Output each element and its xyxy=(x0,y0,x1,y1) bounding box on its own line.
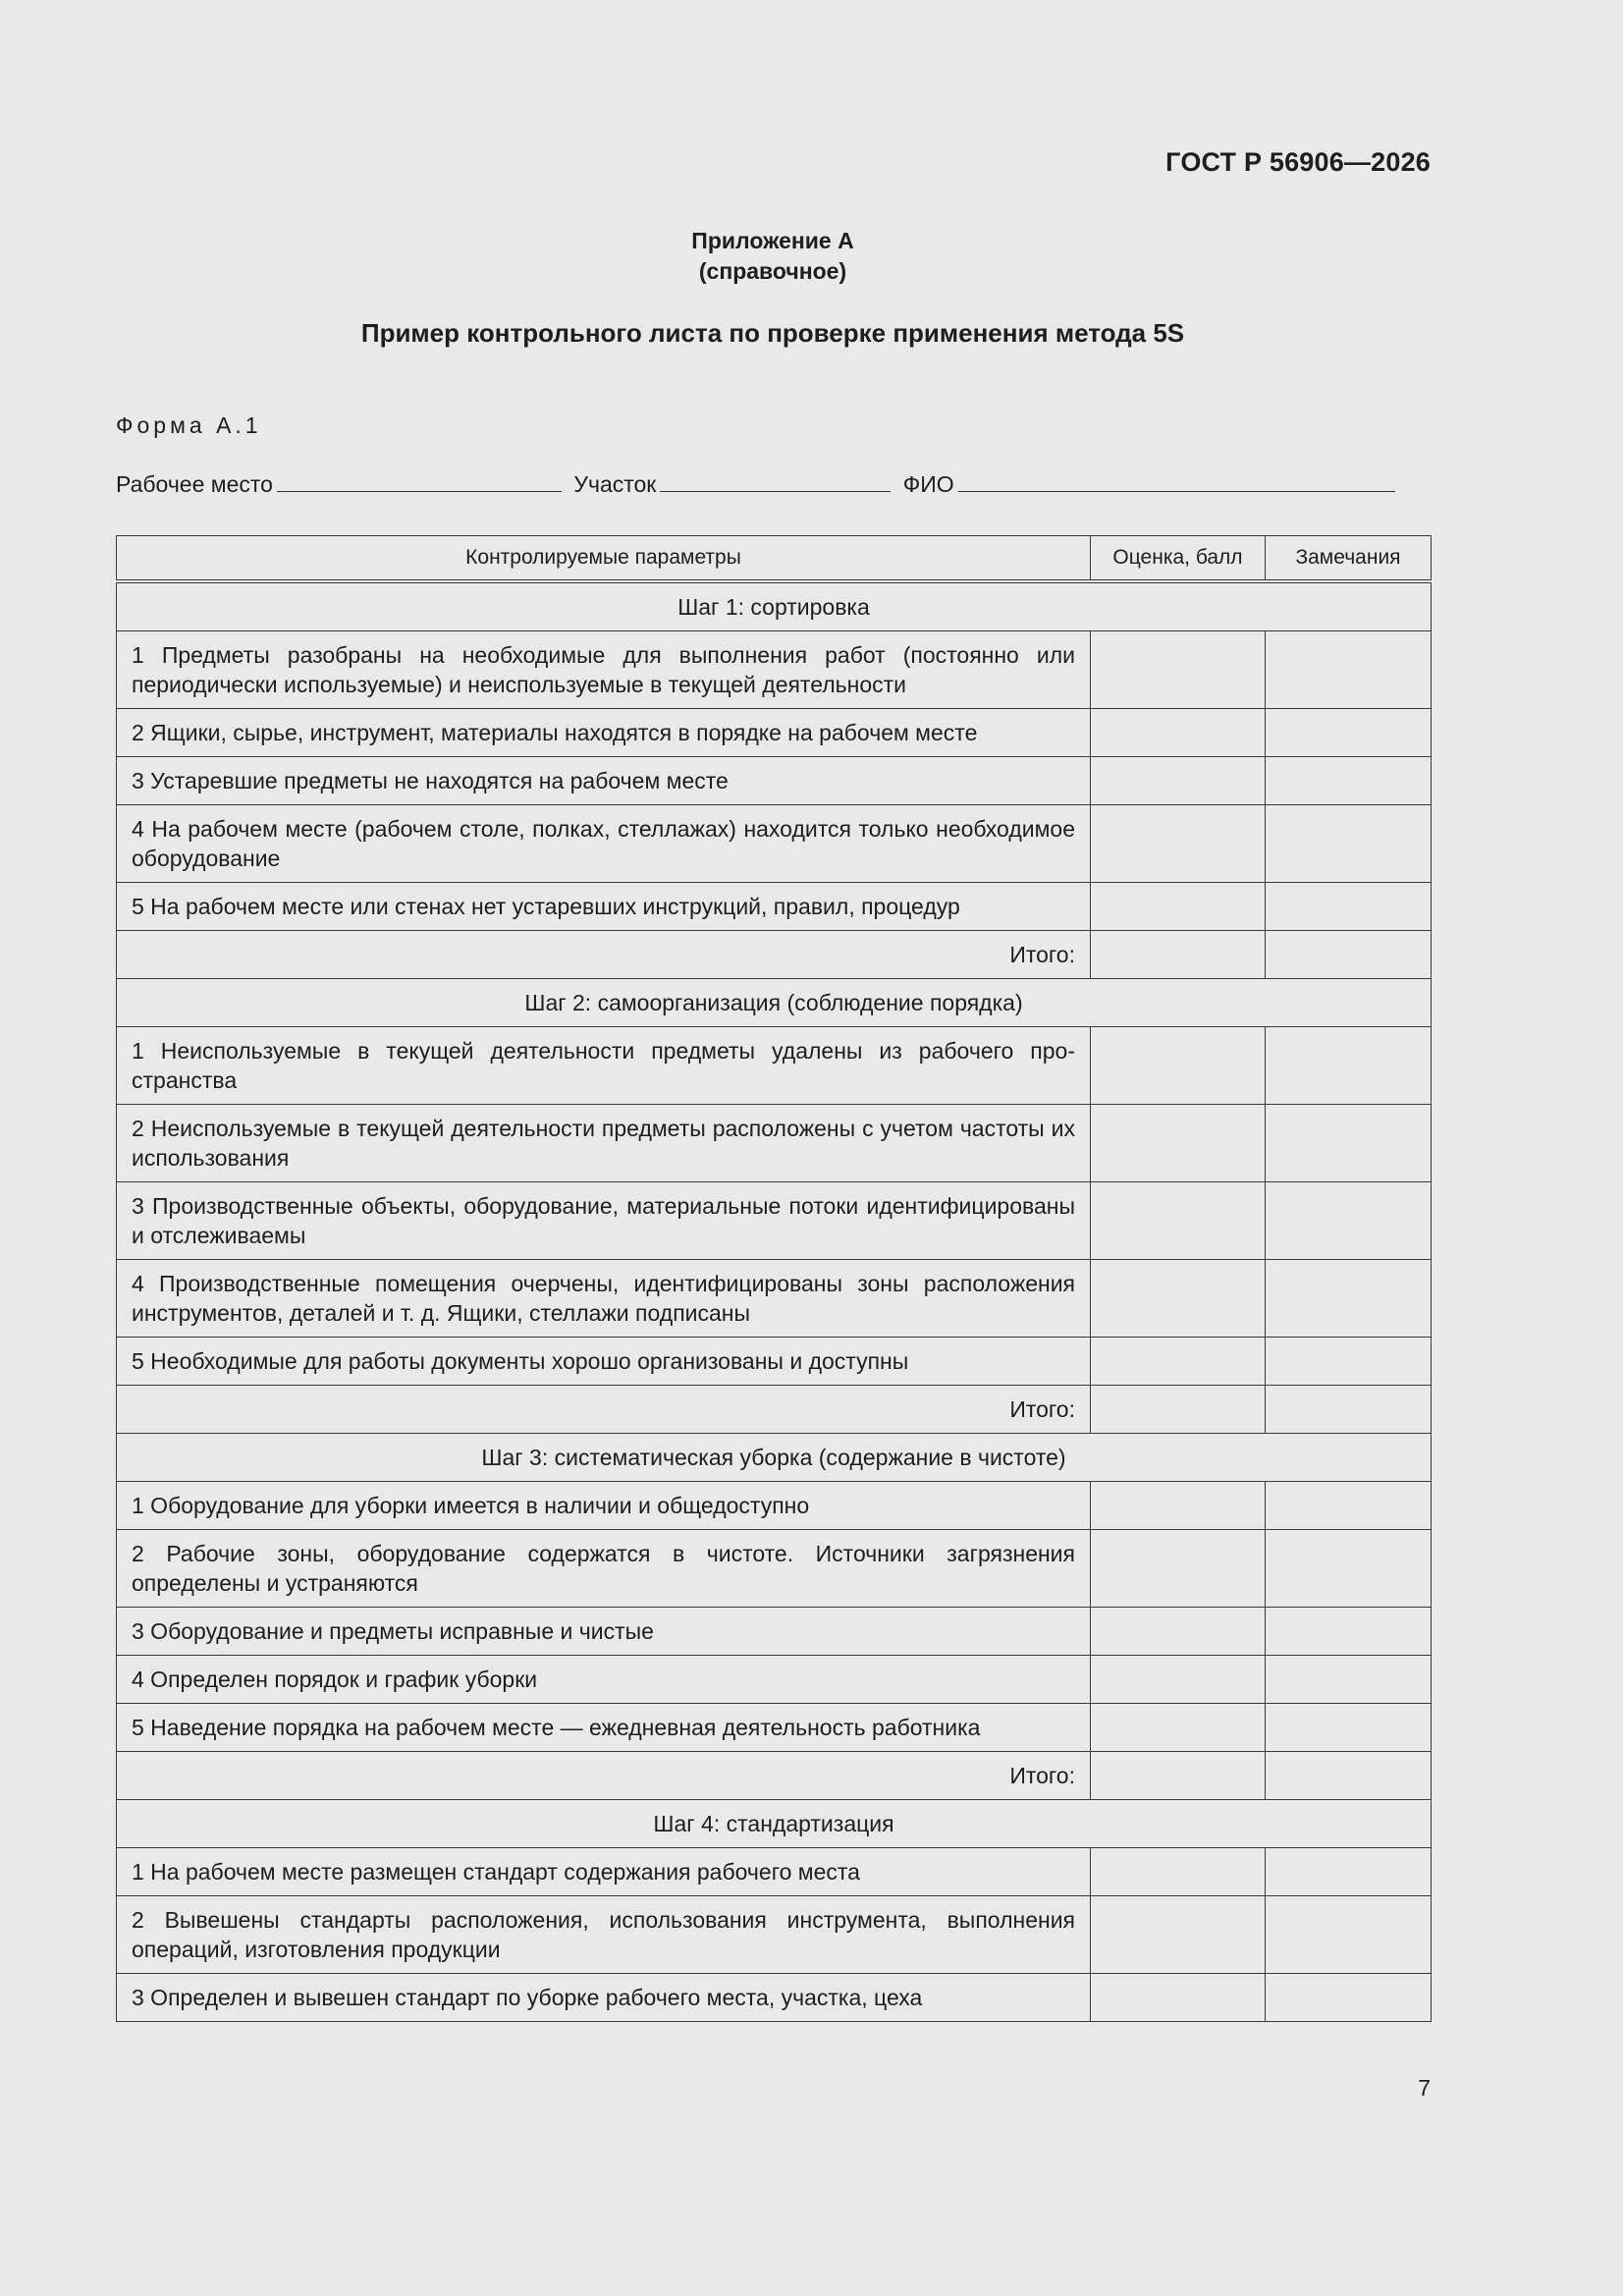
total-row xyxy=(117,1752,1432,1800)
score-cell[interactable] xyxy=(1091,1338,1266,1386)
table-row xyxy=(117,1704,1432,1752)
table-row xyxy=(117,631,1432,709)
score-cell[interactable] xyxy=(1091,1260,1266,1338)
step-row xyxy=(117,979,1432,1027)
remarks-cell[interactable] xyxy=(1266,1182,1432,1260)
criterion-cell: 1 Неиспользуемые в текущей деятельности предметы удалены из рабочего пространства xyxy=(117,1027,1091,1105)
remarks-cell[interactable] xyxy=(1266,709,1432,757)
score-cell[interactable] xyxy=(1091,1530,1266,1608)
column-header-score: Оценка, балл xyxy=(1091,536,1266,582)
total-score-cell[interactable] xyxy=(1091,931,1266,979)
remarks-cell[interactable] xyxy=(1266,1105,1432,1182)
score-cell[interactable] xyxy=(1091,1974,1266,2022)
table-row xyxy=(117,883,1432,931)
step-title: Шаг 4: стандартизация xyxy=(117,1800,1432,1848)
remarks-cell[interactable] xyxy=(1266,883,1432,931)
criterion-cell: 1 Оборудование для уборки имеется в наличии и общедоступно xyxy=(117,1482,1091,1530)
checklist-table xyxy=(116,535,1432,2022)
criterion-cell: 2 Ящики, сырье, инструмент, материалы находятся в порядке на рабочем месте xyxy=(117,709,1091,757)
criterion-cell: 2 Вывешены стандарты расположения, использования инструмента, выполнения операций, изготовления продукции xyxy=(117,1896,1091,1974)
table-row xyxy=(117,757,1432,805)
score-cell[interactable] xyxy=(1091,1482,1266,1530)
criterion-cell: 4 Определен порядок и график уборки xyxy=(117,1656,1091,1704)
table-row xyxy=(117,1974,1432,2022)
score-cell[interactable] xyxy=(1091,805,1266,883)
criterion-cell: 2 Неиспользуемые в текущей деятельности предметы расположены с учетом частоты их использования xyxy=(117,1105,1091,1182)
remarks-cell[interactable] xyxy=(1266,1974,1432,2022)
name-blank[interactable] xyxy=(958,469,1395,492)
form-header-fields xyxy=(116,469,1432,498)
table-row xyxy=(117,1656,1432,1704)
workplace-label: Рабочее место xyxy=(116,471,273,497)
table-row xyxy=(117,1482,1432,1530)
table-row xyxy=(117,1260,1432,1338)
remarks-cell[interactable] xyxy=(1266,1848,1432,1896)
document-title: Пример контрольного листа по проверке применения метода 5S xyxy=(360,318,1185,348)
remarks-cell[interactable] xyxy=(1266,1656,1432,1704)
total-row xyxy=(117,931,1432,979)
table-row xyxy=(117,1848,1432,1896)
table-row xyxy=(117,1105,1432,1182)
remarks-cell[interactable] xyxy=(1266,1482,1432,1530)
criterion-cell: 1 Предметы разобраны на необходимые для выполнения работ (постоянно или периодически используемые) и неиспользуемые в текущей деятельности xyxy=(117,631,1091,709)
step-title: Шаг 3: систематическая уборка (содержание в чистоте) xyxy=(117,1434,1432,1482)
score-cell[interactable] xyxy=(1091,1182,1266,1260)
remarks-cell[interactable] xyxy=(1266,1260,1432,1338)
table-header-row xyxy=(117,536,1432,582)
total-remarks-cell[interactable] xyxy=(1266,1386,1432,1434)
table-row xyxy=(117,805,1432,883)
criterion-cell: 3 Производственные объекты, оборудование, материальные потоки идентифицированы и отслеживаемы xyxy=(117,1182,1091,1260)
table-row xyxy=(117,1896,1432,1974)
remarks-cell[interactable] xyxy=(1266,1027,1432,1105)
criterion-cell: 4 Производственные помещения очерчены, идентифицированы зоны расположения инструментов, деталей и т. д. Ящики, стеллажи подписаны xyxy=(117,1260,1091,1338)
score-cell[interactable] xyxy=(1091,1105,1266,1182)
section-label: Участок xyxy=(573,471,657,497)
remarks-cell[interactable] xyxy=(1266,631,1432,709)
section-blank[interactable] xyxy=(660,469,891,492)
score-cell[interactable] xyxy=(1091,1848,1266,1896)
table-row xyxy=(117,1530,1432,1608)
criterion-cell: 5 На рабочем месте или стенах нет устаревших инструкций, правил, процедур xyxy=(117,883,1091,931)
page-number: 7 xyxy=(1418,2075,1431,2101)
remarks-cell[interactable] xyxy=(1266,1896,1432,1974)
score-cell[interactable] xyxy=(1091,631,1266,709)
total-label: Итого: xyxy=(117,931,1091,979)
checklist-body xyxy=(117,581,1432,2022)
score-cell[interactable] xyxy=(1091,883,1266,931)
score-cell[interactable] xyxy=(1091,757,1266,805)
standard-number: ГОСТ Р 56906—2026 xyxy=(1165,147,1431,177)
table-row xyxy=(117,1338,1432,1386)
remarks-cell[interactable] xyxy=(1266,805,1432,883)
table-row xyxy=(117,1182,1432,1260)
remarks-cell[interactable] xyxy=(1266,1704,1432,1752)
step-title: Шаг 1: сортировка xyxy=(117,581,1432,631)
remarks-cell[interactable] xyxy=(1266,1530,1432,1608)
total-remarks-cell[interactable] xyxy=(1266,1752,1432,1800)
score-cell[interactable] xyxy=(1091,1896,1266,1974)
name-label: ФИО xyxy=(902,471,954,497)
appendix-title: Приложение А xyxy=(691,228,854,253)
criterion-cell: 5 Необходимые для работы документы хорошо организованы и доступны xyxy=(117,1338,1091,1386)
criterion-cell: 1 На рабочем месте размещен стандарт содержания рабочего места xyxy=(117,1848,1091,1896)
column-header-remarks: Замечания xyxy=(1266,536,1432,582)
score-cell[interactable] xyxy=(1091,1608,1266,1656)
remarks-cell[interactable] xyxy=(1266,757,1432,805)
table-row xyxy=(117,1608,1432,1656)
criterion-cell: 4 На рабочем месте (рабочем столе, полках, стеллажах) находится только необходимое оборудование xyxy=(117,805,1091,883)
score-cell[interactable] xyxy=(1091,1704,1266,1752)
criterion-cell: 3 Определен и вывешен стандарт по уборке рабочего места, участка, цеха xyxy=(117,1974,1091,2022)
table-row xyxy=(117,1027,1432,1105)
step-row xyxy=(117,1800,1432,1848)
step-row xyxy=(117,1434,1432,1482)
remarks-cell[interactable] xyxy=(1266,1338,1432,1386)
column-header-parameters: Контролируемые параметры xyxy=(117,536,1091,582)
score-cell[interactable] xyxy=(1091,709,1266,757)
workplace-blank[interactable] xyxy=(277,469,562,492)
total-remarks-cell[interactable] xyxy=(1266,931,1432,979)
step-title: Шаг 2: самоорганизация (соблюдение порядка) xyxy=(117,979,1432,1027)
criterion-cell: 3 Оборудование и предметы исправные и чистые xyxy=(117,1608,1091,1656)
remarks-cell[interactable] xyxy=(1266,1608,1432,1656)
form-label: Форма А.1 xyxy=(116,412,262,438)
criterion-cell: 2 Рабочие зоны, оборудование содержатся в чистоте. Источники загрязнения определены и устраняются xyxy=(117,1530,1091,1608)
criterion-cell: 3 Устаревшие предметы не находятся на рабочем месте xyxy=(117,757,1091,805)
score-cell[interactable] xyxy=(1091,1027,1266,1105)
criterion-cell: 5 Наведение порядка на рабочем месте — ежедневная деятельность работника xyxy=(117,1704,1091,1752)
total-row xyxy=(117,1386,1432,1434)
total-label: Итого: xyxy=(117,1386,1091,1434)
appendix-kind: (справочное) xyxy=(698,258,847,284)
total-label: Итого: xyxy=(117,1752,1091,1800)
total-score-cell[interactable] xyxy=(1091,1386,1266,1434)
step-row xyxy=(117,581,1432,631)
score-cell[interactable] xyxy=(1091,1656,1266,1704)
table-row xyxy=(117,709,1432,757)
total-score-cell[interactable] xyxy=(1091,1752,1266,1800)
